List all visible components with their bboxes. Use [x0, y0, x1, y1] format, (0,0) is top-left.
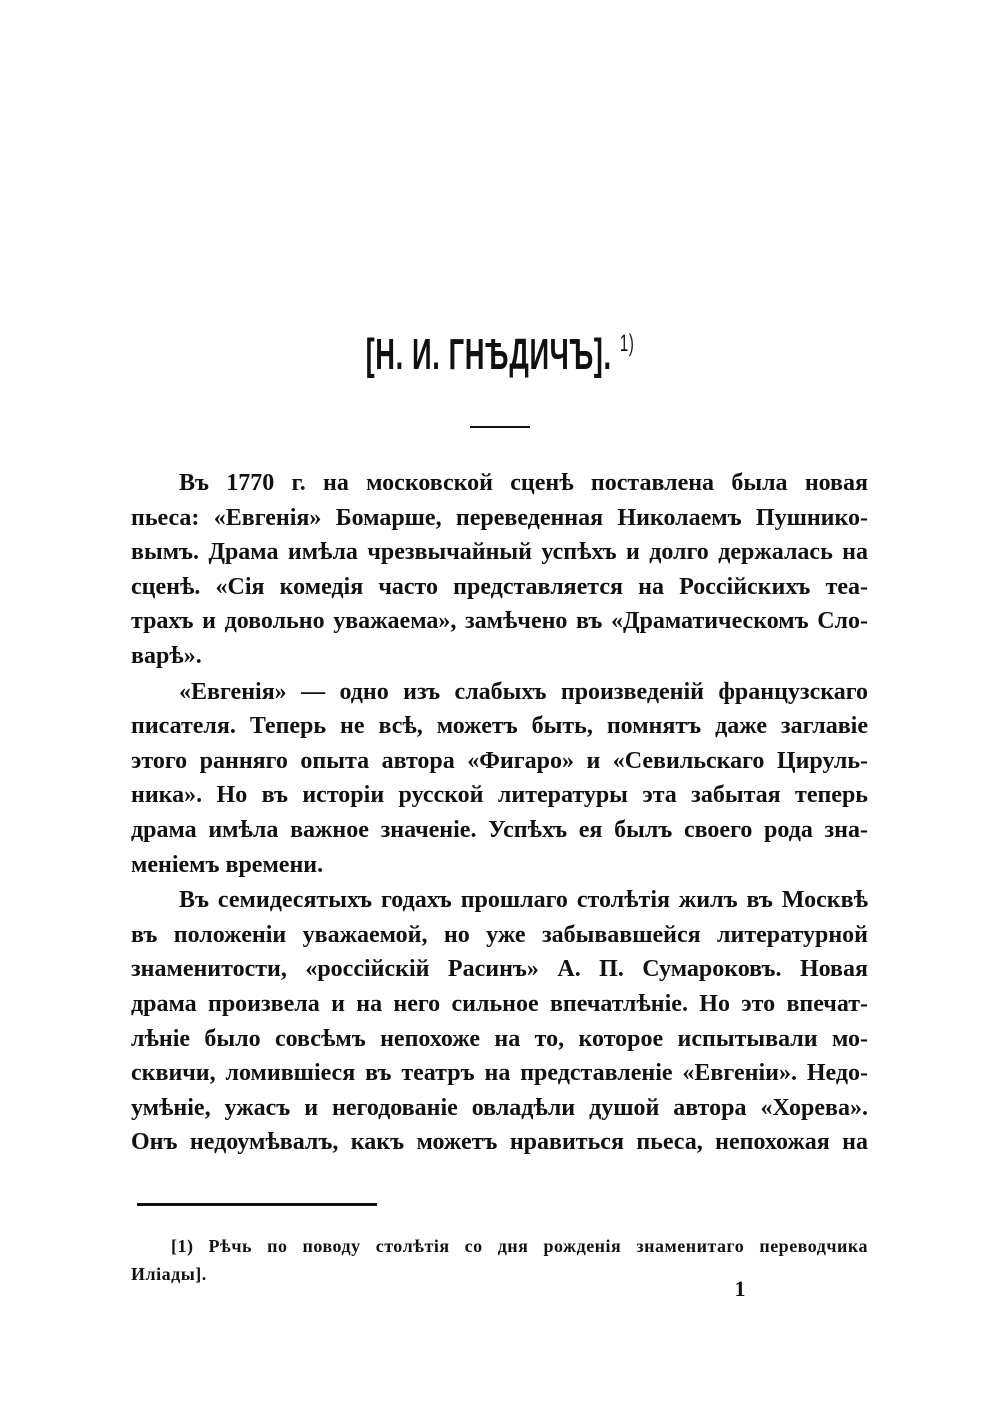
- title-divider: [470, 426, 530, 428]
- text-line: пьеса: «Евгенія» Бомарше, переведенная Николаемъ Пушнико-: [131, 504, 868, 531]
- paragraph-2: [131, 675, 868, 883]
- text-line: въ положеніи уважаемой, но уже забывавшейся литературной: [131, 921, 868, 948]
- footnote: [131, 1232, 868, 1288]
- page-number: 1: [734, 1276, 746, 1301]
- text-line: драма имѣла важное значеніе. Успѣхъ ея былъ своего рода зна-: [131, 816, 868, 843]
- text-line: писателя. Теперь не всѣ, можетъ быть, помнятъ даже заглавіе: [131, 713, 868, 740]
- text-line: «Евгенія» — одно изъ слабыхъ произведеній французскаго: [179, 678, 868, 705]
- paragraph-1: [131, 466, 868, 674]
- text-line: трахъ и довольно уважаема», замѣчено въ «Драматическомъ Сло-: [131, 608, 868, 635]
- text-line: вымъ. Драма имѣла чрезвычайный успѣхъ и долго держалась на: [131, 539, 868, 566]
- text-line: меніемъ времени.: [131, 851, 324, 878]
- text-line: лѣніе было совсѣмъ непохоже на то, которое испытывали мо-: [131, 1025, 868, 1052]
- footnote-divider: [137, 1203, 377, 1206]
- text-line: сценѣ. «Сія комедія часто представляется на Россійскихъ теа-: [131, 573, 868, 600]
- text-line: сквичи, ломившіеся въ театръ на представленіе «Евгеніи». Недо-: [131, 1060, 868, 1087]
- text-line: ника». Но въ исторіи русской литературы эта забытая теперь: [131, 782, 868, 809]
- text-line: умѣніе, ужасъ и негодованіе овладѣли душой автора «Хорева».: [131, 1094, 868, 1121]
- text-line: драма произвела и на него сильное впечатлѣніе. Но это впечат-: [131, 990, 868, 1017]
- text-line: Въ семидесятыхъ годахъ прошлаго столѣтія жилъ въ Москвѣ: [179, 887, 868, 914]
- paragraph-3: [131, 883, 868, 1160]
- text-line: этого ранняго опыта автора «Фигаро» и «Севильскаго Цируль-: [131, 747, 868, 774]
- main-text: [131, 466, 868, 1161]
- title-footnote-mark: 1): [619, 330, 635, 357]
- footnote-line: Иліады].: [131, 1264, 207, 1284]
- footnote-line: [1) Рѣчь по поводу столѣтія со дня рожденія знаменитаго переводчика: [171, 1236, 868, 1256]
- title-text: [Н. И. ГНѢДИЧЪ].: [365, 330, 612, 379]
- text-line: Онъ недоумѣвалъ, какъ можетъ нравиться пьеса, непохожая на: [131, 1129, 868, 1156]
- text-line: варѣ».: [131, 642, 202, 669]
- text-line: знаменитости, «россійскій Расинъ» А. П. Сумароковъ. Новая: [131, 956, 868, 983]
- text-line: Въ 1770 г. на московской сценѣ поставлена была новая: [179, 470, 868, 496]
- page-title: [190, 330, 810, 380]
